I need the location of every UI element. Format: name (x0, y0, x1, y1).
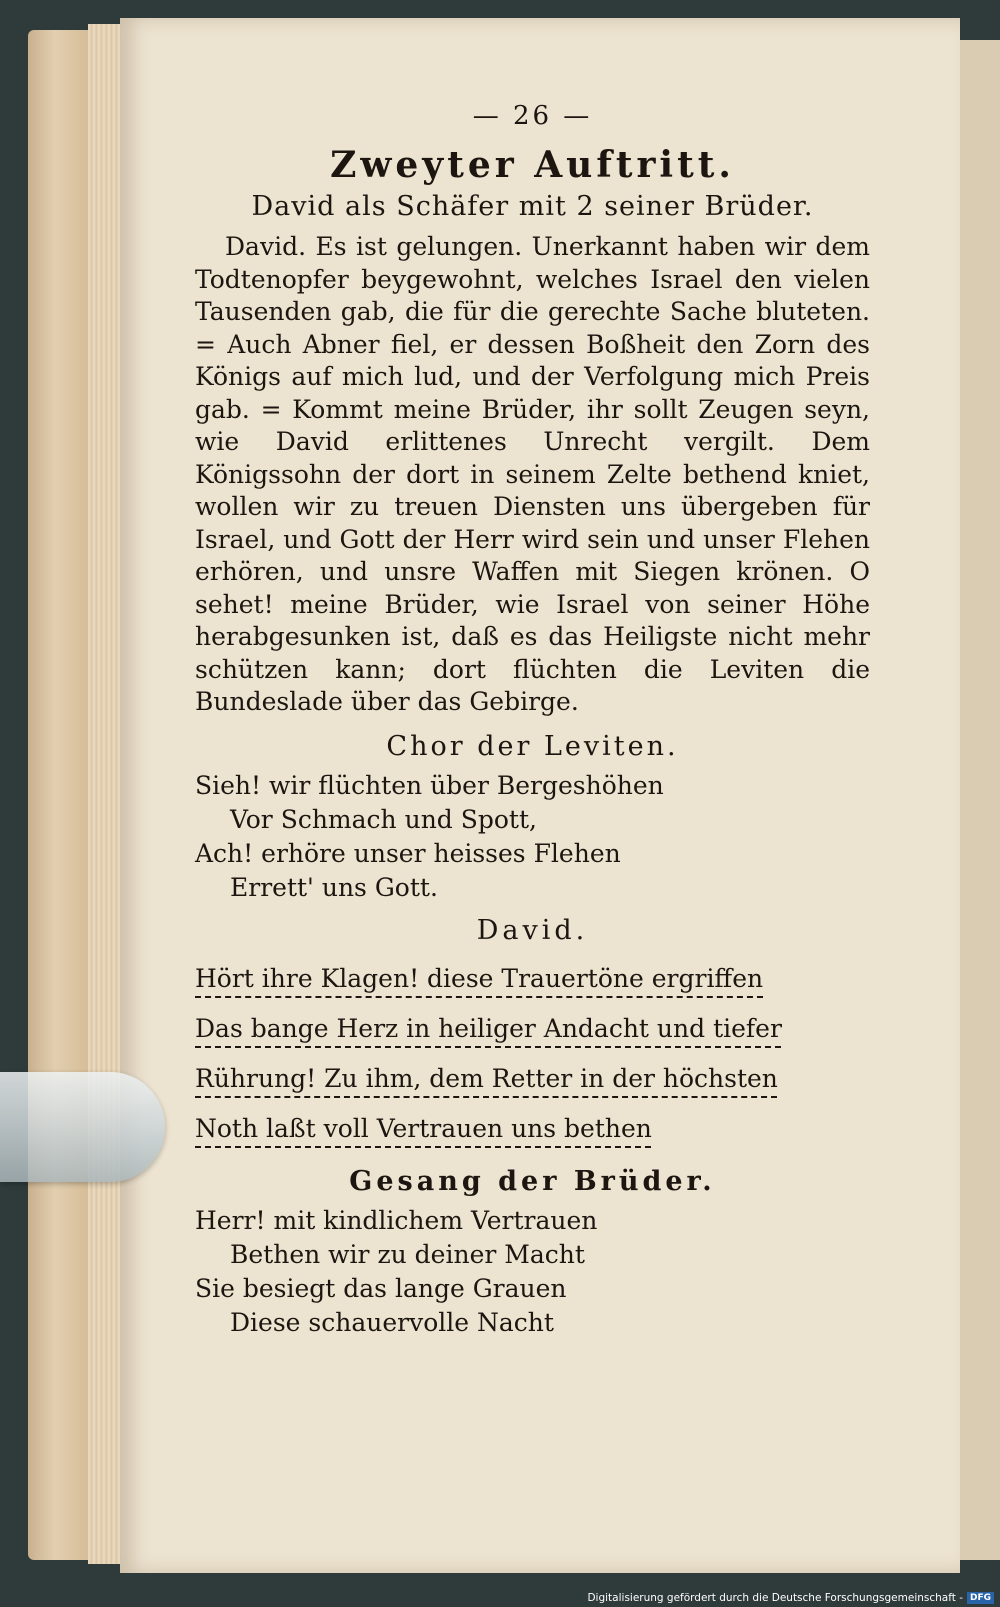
page-number: — 26 — (472, 101, 593, 131)
scene-title: Zweyter Auftritt. (330, 143, 735, 186)
song-line: Bethen wir zu deiner Macht (230, 1240, 585, 1269)
recitative-line: Rührung! Zu ihm, dem Retter in der höchsten (195, 1063, 778, 1093)
recitative-line: Noth laßt voll Vertrauen uns bethen (195, 1113, 652, 1143)
recitative-line: Hört ihre Klagen! diese Trauertöne ergriffen (195, 963, 764, 993)
song-verse (195, 1204, 870, 1340)
page-text (195, 100, 870, 1340)
david-recitative (195, 954, 870, 1154)
chorus-heading: Chor der Leviten. (386, 730, 679, 762)
right-page-edge (958, 40, 1000, 1560)
dfg-logo: DFG (967, 1592, 994, 1604)
speaker-heading: David. (476, 915, 589, 946)
song-line: Herr! mit kindlichem Vertrauen (195, 1206, 598, 1235)
digitization-footer (587, 1592, 994, 1604)
song-line: Diese schauervolle Nacht (230, 1308, 554, 1337)
stage-direction: David als Schäfer mit 2 seiner Brüder. (251, 190, 814, 222)
verse-line: Errett' uns Gott. (230, 873, 438, 902)
verse-line: Sieh! wir flüchten über Bergeshöhen (195, 771, 664, 800)
verse-line: Ach! erhöre unser heisses Flehen (195, 839, 621, 868)
page-clip (0, 1072, 165, 1182)
chorus-verse (195, 769, 870, 905)
david-monologue: David. Es ist gelungen. Unerkannt haben wir dem Todtenopfer beygewohnt, welches Israel den vielen Tausenden gab, die für die gerechte Sache bluteten. = Auch Abner fiel, er dessen Boßheit den Zorn des Königs auf mich lud, und der Verfolgung mich Preis gab. = Kommt meine Brüder, ihr sollt Zeugen seyn, wie David erlittenes Unrecht vergilt. Dem Königssohn der dort in seinem Zelte bethend kniet, wollen wir zu treuen Diensten uns übergeben für Israel, und Gott der Herr wird sein und unser Flehen erhören, und unsre Waffen mit Siegen krönen. O sehet! meine Brüder, wie Israel von seiner Höhe herabgesunken ist, daß es das Heiligste nicht mehr schützen kann; dort flüchten die Leviten die Bundeslade über das Gebirge. (195, 232, 870, 716)
verse-line: Vor Schmach und Spott, (230, 805, 537, 834)
song-heading: Gesang der Brüder. (349, 1165, 716, 1197)
song-line: Sie besiegt das lange Grauen (195, 1274, 567, 1303)
recitative-line: Das bange Herz in heiliger Andacht und tiefer (195, 1013, 782, 1043)
footer-text: Digitalisierung gefördert durch die Deutsche Forschungsgemeinschaft - (587, 1592, 963, 1604)
